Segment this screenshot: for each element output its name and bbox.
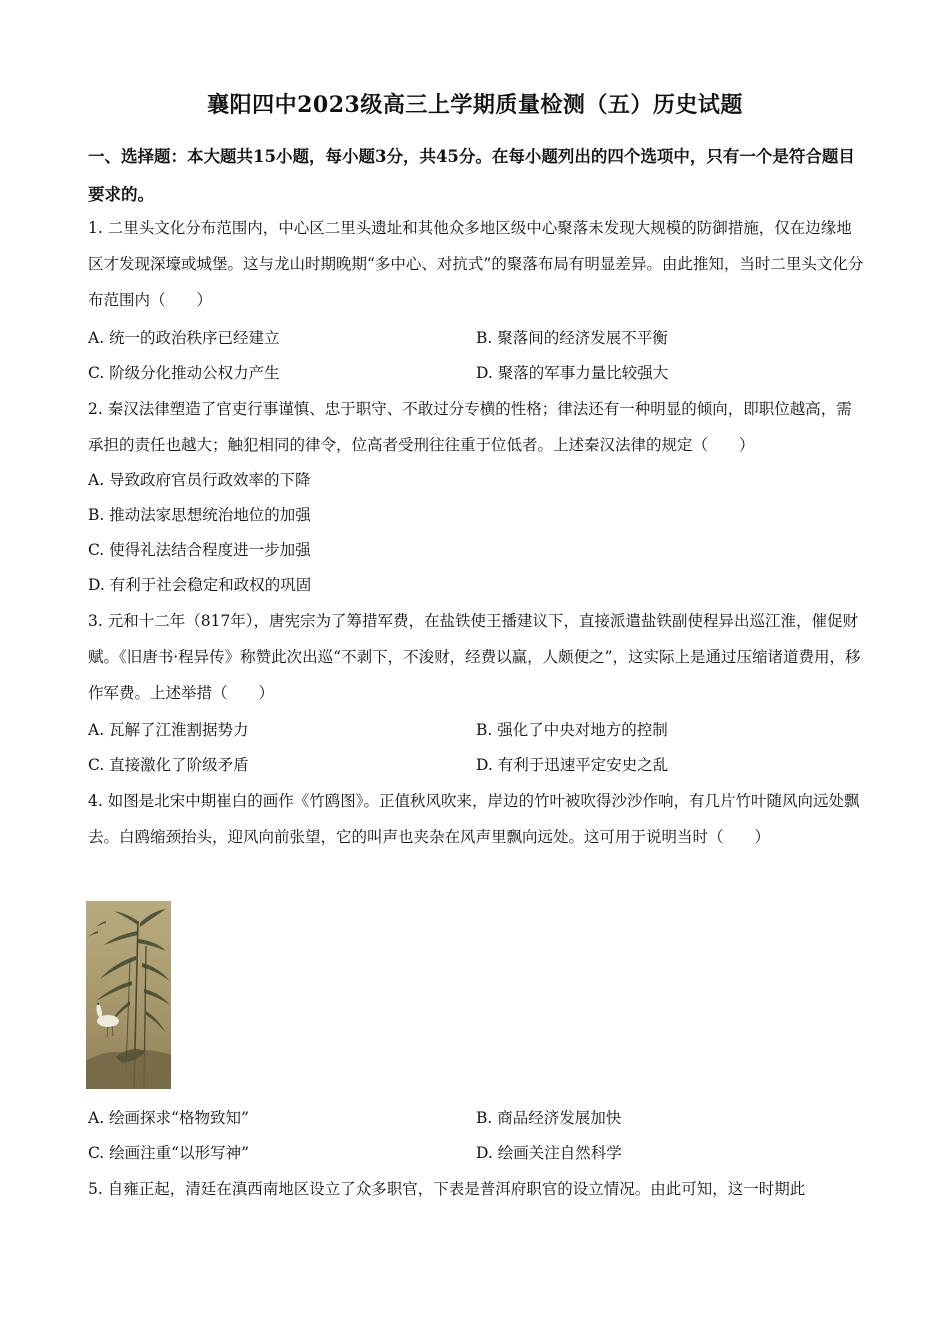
question-2-stem: 2. 秦汉法律塑造了官吏行事谨慎、忠于职守、不敢过分专横的性格；律法还有一种明显的倾向，即职位越高，需承担的责任也越大；触犯相同的律令，位高者受刑往往重于位低者。上述秦汉法律的规定（ ） — [88, 400, 852, 454]
question-3-option-a: A. 瓦解了江淮割据势力 — [88, 721, 249, 739]
question-4-stem: 4. 如图是北宋中期崔白的画作《竹鸥图》。正值秋风吹来，岸边的竹叶被吹得沙沙作响，有几片竹叶随风向远处飘去。白鸥缩颈抬头，迎风向前张望，它的叫声也夹杂在风声里飘向远处。这可用于说明当时（ ） — [88, 792, 860, 846]
question-4-option-a: A. 绘画探求“格物致知” — [88, 1109, 249, 1127]
question-1-option-a: A. 统一的政治秩序已经建立 — [88, 329, 280, 347]
question-2-option-d: D. 有利于社会稳定和政权的巩固 — [88, 576, 312, 594]
question-3-option-d: D. 有利于迅速平定安史之乱 — [476, 756, 669, 774]
question-1-option-d: D. 聚落的军事力量比较强大 — [476, 364, 669, 382]
question-4-option-c: C. 绘画注重“以形写神” — [88, 1144, 250, 1162]
section-heading: 一、选择题：本大题共15小题，每小题3分，共45分。在每小题列出的四个选项中，只有一个是符合题目要求的。 — [88, 147, 855, 204]
question-2-option-a: A. 导致政府官员行政效率的下降 — [88, 471, 311, 489]
question-3-option-c: C. 直接激化了阶级矛盾 — [88, 756, 249, 774]
page-title: 襄阳四中2023级高三上学期质量检测（五）历史试题 — [207, 92, 743, 118]
bamboo-gull-painting — [86, 901, 171, 1089]
question-1-stem: 1. 二里头文化分布范围内，中心区二里头遗址和其他众多地区级中心聚落未发现大规模的防御措施，仅在边缘地区才发现深壕或城堡。这与龙山时期晚期“多中心、对抗式”的聚落布局有明显差异。由此推知，当时二里头文化分布范围内（ ） — [88, 219, 864, 309]
question-3-stem: 3. 元和十二年（817年），唐宪宗为了筹措军费，在盐铁使王播建议下，直接派遣盐铁副使程异出巡江淮，催促财赋。《旧唐书·程异传》称赞此次出巡“不剥下，不浚财，经费以赢，人颇便之”，这实际上是通过压缩诸道费用，移作军费。上述举措（ ） — [88, 612, 861, 702]
question-5-stem: 5. 自雍正起，清廷在滇西南地区设立了众多职官，下表是普洱府职官的设立情况。由此可知，这一时期此 — [88, 1180, 806, 1198]
question-3-option-b: B. 强化了中央对地方的控制 — [476, 721, 668, 739]
question-2-option-b: B. 推动法家思想统治地位的加强 — [88, 506, 311, 524]
question-2-option-c: C. 使得礼法结合程度进一步加强 — [88, 541, 311, 559]
question-1-option-b: B. 聚落间的经济发展不平衡 — [476, 329, 668, 347]
question-1-option-c: C. 阶级分化推动公权力产生 — [88, 364, 280, 382]
question-4-option-d: D. 绘画关注自然科学 — [476, 1144, 622, 1162]
question-4-option-b: B. 商品经济发展加快 — [476, 1109, 622, 1127]
